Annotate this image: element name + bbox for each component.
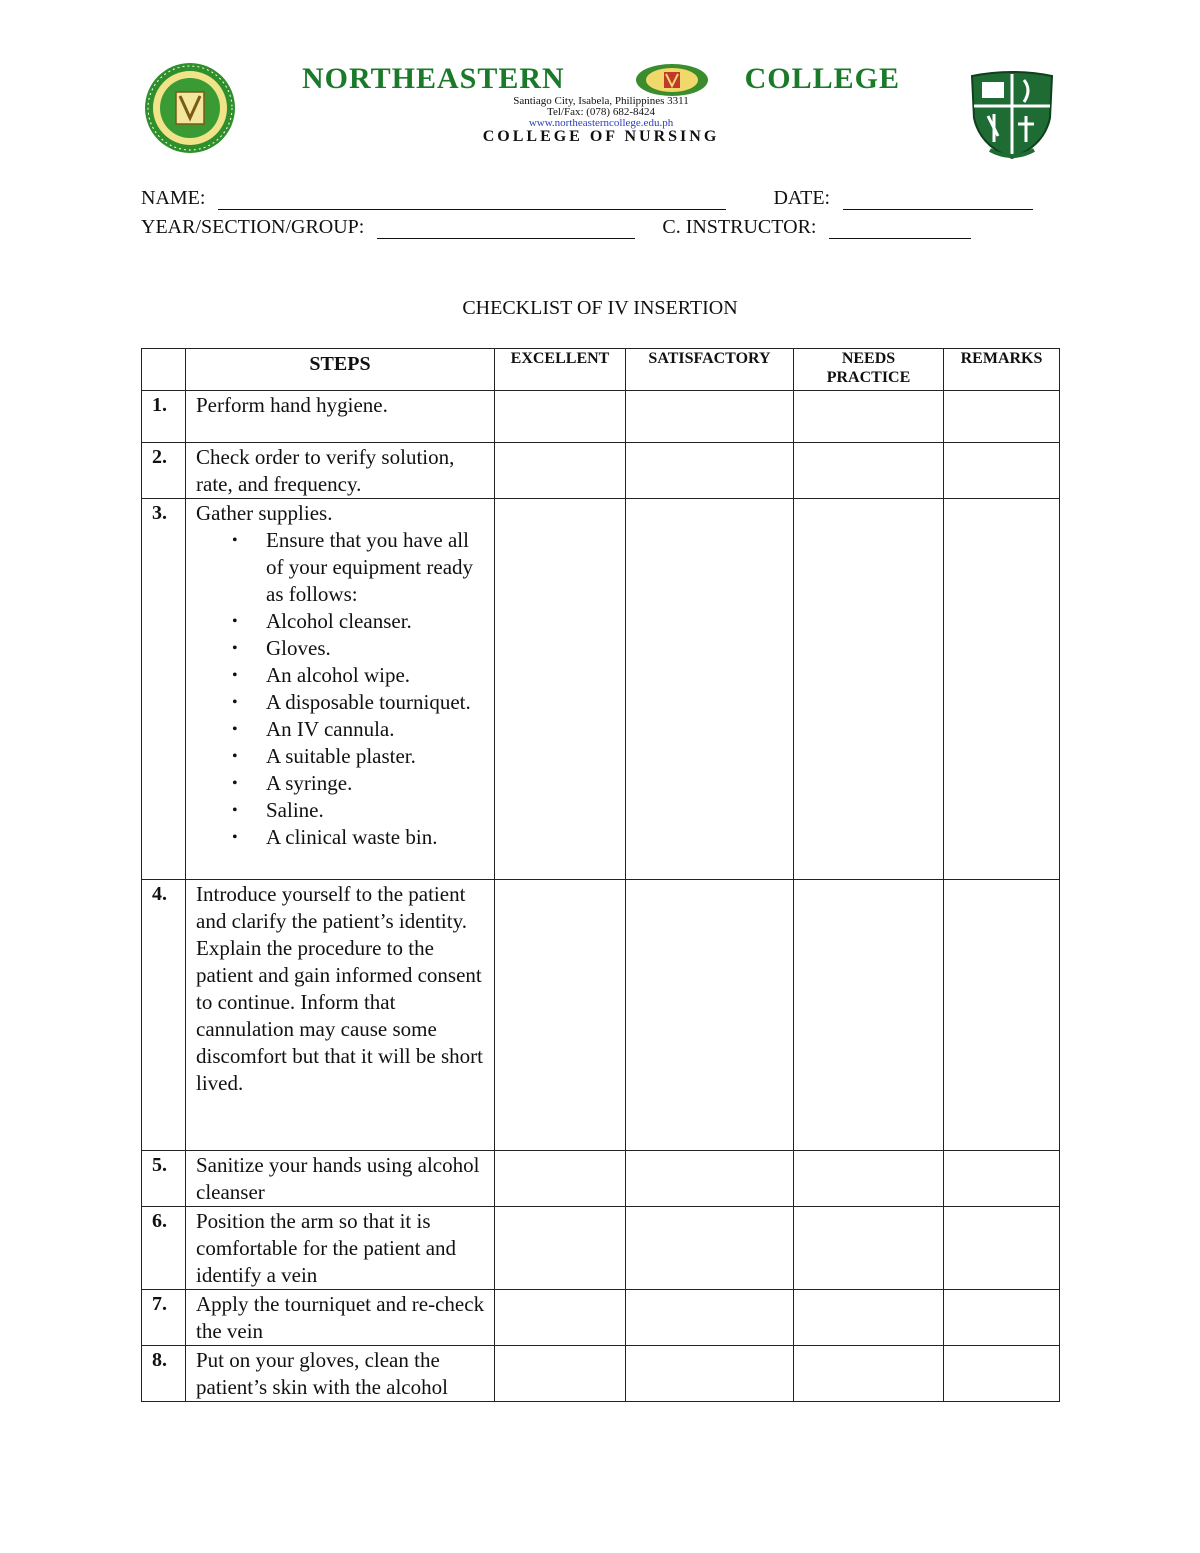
table-row <box>142 499 1060 880</box>
needs-practice-cell[interactable] <box>794 1207 944 1290</box>
year-section-group-label: YEAR/SECTION/GROUP: <box>141 216 365 238</box>
list-item: • Ensure that you have all of your equipment ready as follows: <box>266 527 486 608</box>
supplies-list <box>196 527 486 851</box>
remarks-cell[interactable] <box>944 1290 1060 1346</box>
step-number: 6. <box>142 1207 186 1290</box>
excellent-cell[interactable] <box>495 1346 626 1402</box>
remarks-cell[interactable] <box>944 1346 1060 1402</box>
step-number: 5. <box>142 1151 186 1207</box>
table-row <box>142 443 1060 499</box>
list-item: • A disposable tourniquet. <box>266 689 486 716</box>
college-name-left: NORTHEASTERN <box>302 62 565 95</box>
remarks-cell[interactable] <box>944 1151 1060 1207</box>
step-number: 3. <box>142 499 186 880</box>
list-item: • Saline. <box>266 797 486 824</box>
needs-practice-line1: NEEDS <box>841 350 896 367</box>
college-name <box>302 60 900 100</box>
college-name-right: COLLEGE <box>744 62 900 95</box>
date-label: DATE: <box>773 187 831 209</box>
college-website: www.northeasterncollege.edu.ph <box>528 117 674 129</box>
letterhead <box>0 0 1200 170</box>
emblem-icon <box>632 62 712 98</box>
needs-practice-cell[interactable] <box>794 391 944 443</box>
nursing-shield-logo <box>964 66 1060 162</box>
year-section-group-field[interactable] <box>377 220 635 239</box>
needs-practice-cell[interactable] <box>794 1290 944 1346</box>
checklist-table <box>141 348 1060 1402</box>
list-item: • Gloves. <box>266 635 486 662</box>
step-text: Apply the tourniquet and re-check the vein <box>186 1290 495 1346</box>
list-item: • A suitable plaster. <box>266 743 486 770</box>
satisfactory-cell[interactable] <box>626 880 794 1151</box>
remarks-cell[interactable] <box>944 880 1060 1151</box>
steps-header: STEPS <box>186 349 495 391</box>
step-number: 8. <box>142 1346 186 1402</box>
step-text: Perform hand hygiene. <box>186 391 495 443</box>
satisfactory-cell[interactable] <box>626 1346 794 1402</box>
page-title: CHECKLIST OF IV INSERTION <box>462 297 738 319</box>
excellent-cell[interactable] <box>495 391 626 443</box>
needs-practice-cell[interactable] <box>794 1151 944 1207</box>
department-name: COLLEGE OF NURSING <box>482 128 720 145</box>
step-text: Sanitize your hands using alcohol cleanser <box>186 1151 495 1207</box>
needs-practice-cell[interactable] <box>794 880 944 1151</box>
needs-practice-cell[interactable] <box>794 443 944 499</box>
num-header <box>142 349 186 391</box>
remarks-cell[interactable] <box>944 499 1060 880</box>
excellent-cell[interactable] <box>495 1151 626 1207</box>
step-text <box>186 499 495 880</box>
satisfactory-cell[interactable] <box>626 391 794 443</box>
table-row <box>142 391 1060 443</box>
college-telfax: Tel/Fax: (078) 682-8424 <box>547 106 655 118</box>
name-date-row <box>141 187 1033 210</box>
remarks-cell[interactable] <box>944 1207 1060 1290</box>
step-number: 1. <box>142 391 186 443</box>
step-text: Check order to verify solution, rate, and frequency. <box>186 443 495 499</box>
remarks-header: REMARKS <box>944 349 1060 391</box>
list-item: • A clinical waste bin. <box>266 824 486 851</box>
satisfactory-cell[interactable] <box>626 443 794 499</box>
college-seal-logo <box>144 62 236 154</box>
table-header-row <box>142 349 1060 391</box>
step-text: Position the arm so that it is comfortable for the patient and identify a vein <box>186 1207 495 1290</box>
satisfactory-cell[interactable] <box>626 1151 794 1207</box>
step-number: 4. <box>142 880 186 1151</box>
needs-practice-cell[interactable] <box>794 1346 944 1402</box>
satisfactory-cell[interactable] <box>626 499 794 880</box>
date-field[interactable] <box>843 191 1033 210</box>
table-row <box>142 1207 1060 1290</box>
satisfactory-cell[interactable] <box>626 1290 794 1346</box>
table-row <box>142 1151 1060 1207</box>
needs-practice-header <box>794 349 944 391</box>
excellent-cell[interactable] <box>495 1290 626 1346</box>
table-row <box>142 880 1060 1151</box>
needs-practice-cell[interactable] <box>794 499 944 880</box>
list-item: • An IV cannula. <box>266 716 486 743</box>
remarks-cell[interactable] <box>944 443 1060 499</box>
needs-practice-line2: PRACTICE <box>826 369 911 386</box>
table-row <box>142 1290 1060 1346</box>
name-field[interactable] <box>218 191 726 210</box>
instructor-field[interactable] <box>829 220 971 239</box>
step-lead-text: Gather supplies. <box>196 501 333 525</box>
step-number: 7. <box>142 1290 186 1346</box>
satisfactory-header: SATISFACTORY <box>626 349 794 391</box>
list-item: • Alcohol cleanser. <box>266 608 486 635</box>
step-number: 2. <box>142 443 186 499</box>
excellent-cell[interactable] <box>495 1207 626 1290</box>
step-text: Put on your gloves, clean the patient’s skin with the alcohol <box>186 1346 495 1402</box>
step-text: Introduce yourself to the patient and clarify the patient’s identity. Explain the procedure to the patient and gain informed consent to continue. Inform that cannulation may cause some discomfort but that it will be short lived. <box>186 880 495 1151</box>
year-instructor-row <box>141 216 971 239</box>
excellent-cell[interactable] <box>495 443 626 499</box>
excellent-cell[interactable] <box>495 499 626 880</box>
satisfactory-cell[interactable] <box>626 1207 794 1290</box>
remarks-cell[interactable] <box>944 391 1060 443</box>
name-label: NAME: <box>141 187 206 209</box>
instructor-label: C. INSTRUCTOR: <box>662 216 817 238</box>
list-item: • An alcohol wipe. <box>266 662 486 689</box>
table-row <box>142 1346 1060 1402</box>
list-item: • A syringe. <box>266 770 486 797</box>
excellent-header: EXCELLENT <box>495 349 626 391</box>
college-address: Santiago City, Isabela, Philippines 3311 <box>513 95 689 107</box>
excellent-cell[interactable] <box>495 880 626 1151</box>
